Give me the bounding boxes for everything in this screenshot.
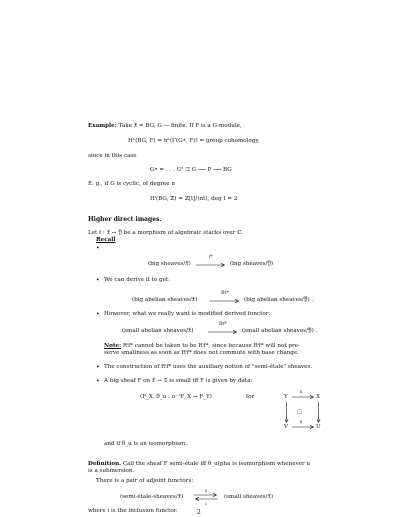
definition-label: Definition. xyxy=(88,461,122,467)
bullet-4: • xyxy=(96,364,100,371)
adj-right: (small sheaves/𝔛) xyxy=(224,494,274,500)
square-bottom-right: U xyxy=(316,424,321,430)
adjoint-text: There is a pair of adjoint functors: xyxy=(96,478,194,484)
square-box: □ xyxy=(297,409,302,415)
example-intro: Take 𝔛 = BG, G — finite. If F is a G-module, xyxy=(118,123,242,129)
bullet-2: • xyxy=(96,277,100,284)
square-top-label: u xyxy=(299,389,303,394)
d1-label: f* xyxy=(209,254,213,259)
square-top-right: X xyxy=(316,394,320,400)
cyclic-text: E. g., if G is cyclic, of degree n xyxy=(88,181,175,187)
note-label: Note: xyxy=(104,343,122,349)
d3-right: (small abelian sheaves/𝔜) . xyxy=(242,328,318,334)
example-label: Example: xyxy=(88,123,117,129)
d1-right: (big sheaves/𝔜) xyxy=(230,261,274,267)
adj-bot-label: i xyxy=(205,501,207,506)
bullet-5-text: A big sheaf F on 𝔛 → 𝔖 is small iff F is given by data: xyxy=(104,378,253,384)
d3-label: Rⁱf* xyxy=(219,321,227,326)
d3-left: (small abelian sheaves/𝔛) xyxy=(122,328,194,334)
for-text: for xyxy=(246,394,255,400)
bullet-4-text: The construction of Rⁱf* uses the auxiliary notion of "semi-étale" sheaves. xyxy=(104,364,313,370)
d3-arrow xyxy=(208,330,238,336)
data-formula: (F_X, θ_u : u⁻¹F_X → F_Y) xyxy=(140,394,212,400)
note-text-1: Rⁱf* cannot be taken to be Rⁱf*, since because Rⁱf* will not pre- xyxy=(121,343,300,349)
iso-text: and if θ_u is an isomorphism. xyxy=(104,441,187,447)
square-bottom-left: V xyxy=(284,424,289,430)
definition-line-1 xyxy=(88,461,310,468)
section-heading: Higher direct images. xyxy=(88,216,162,223)
note-line-1 xyxy=(104,343,300,350)
since-text: since in this case xyxy=(88,153,137,159)
square-top-left: Y xyxy=(284,394,288,400)
bullet-1: • xyxy=(96,245,100,252)
cyclic-formula: Hⁱ(BG, ℤ) = ℤ[t]/(nt), deg t = 2 xyxy=(150,196,238,202)
cohomology-formula: Hⁿ(BG, F) = hⁿ(Γ(G•, F)) = group cohomology, xyxy=(128,138,260,144)
d2-arrow xyxy=(210,299,240,305)
example-paragraph xyxy=(88,123,242,130)
d1-left: (big sheaves/𝔛) xyxy=(148,261,191,267)
d1-arrow xyxy=(196,263,226,269)
simplicial-formula: G• = . . . G² ⇉ G ⟶ P ⟶ BG xyxy=(150,167,232,173)
bullet-3: • xyxy=(96,311,100,318)
adjoint-arrows xyxy=(194,493,220,501)
definition-text-1: Call the sheaf F semi-étale iff θ_u(pha is isomorphism whenever u xyxy=(121,461,311,467)
square-arrows xyxy=(280,390,330,432)
adj-left: (semi-étale-sheaves/𝔛) xyxy=(120,494,184,500)
d2-right: (big abelian sheaves/𝔜) . xyxy=(244,297,314,303)
let-text: Let f : 𝔛 → 𝔜 be a morphism of algebraic stacks over ℂ. xyxy=(88,230,244,236)
adj-top-label: s xyxy=(204,488,208,493)
bullet-2-text: We can derive it to get: xyxy=(104,277,171,283)
recall-label: Recall xyxy=(96,237,116,243)
bullet-3-text: However, what we really want is modified derived functor: xyxy=(104,311,271,317)
page-number: 2 xyxy=(197,509,201,516)
where-text: where i is the inclusion functor. xyxy=(88,508,178,514)
definition-line-2: is a submersion. xyxy=(88,468,135,474)
square-bottom-label: u xyxy=(299,419,303,424)
d2-left: (big abelian sheaves/𝔛) xyxy=(132,297,198,303)
d2-label: Rⁱf* xyxy=(221,290,229,295)
bullet-5: • xyxy=(96,378,100,385)
note-line-2: serve smallness as soon as Rⁱf* does not commute with base change. xyxy=(104,350,299,356)
